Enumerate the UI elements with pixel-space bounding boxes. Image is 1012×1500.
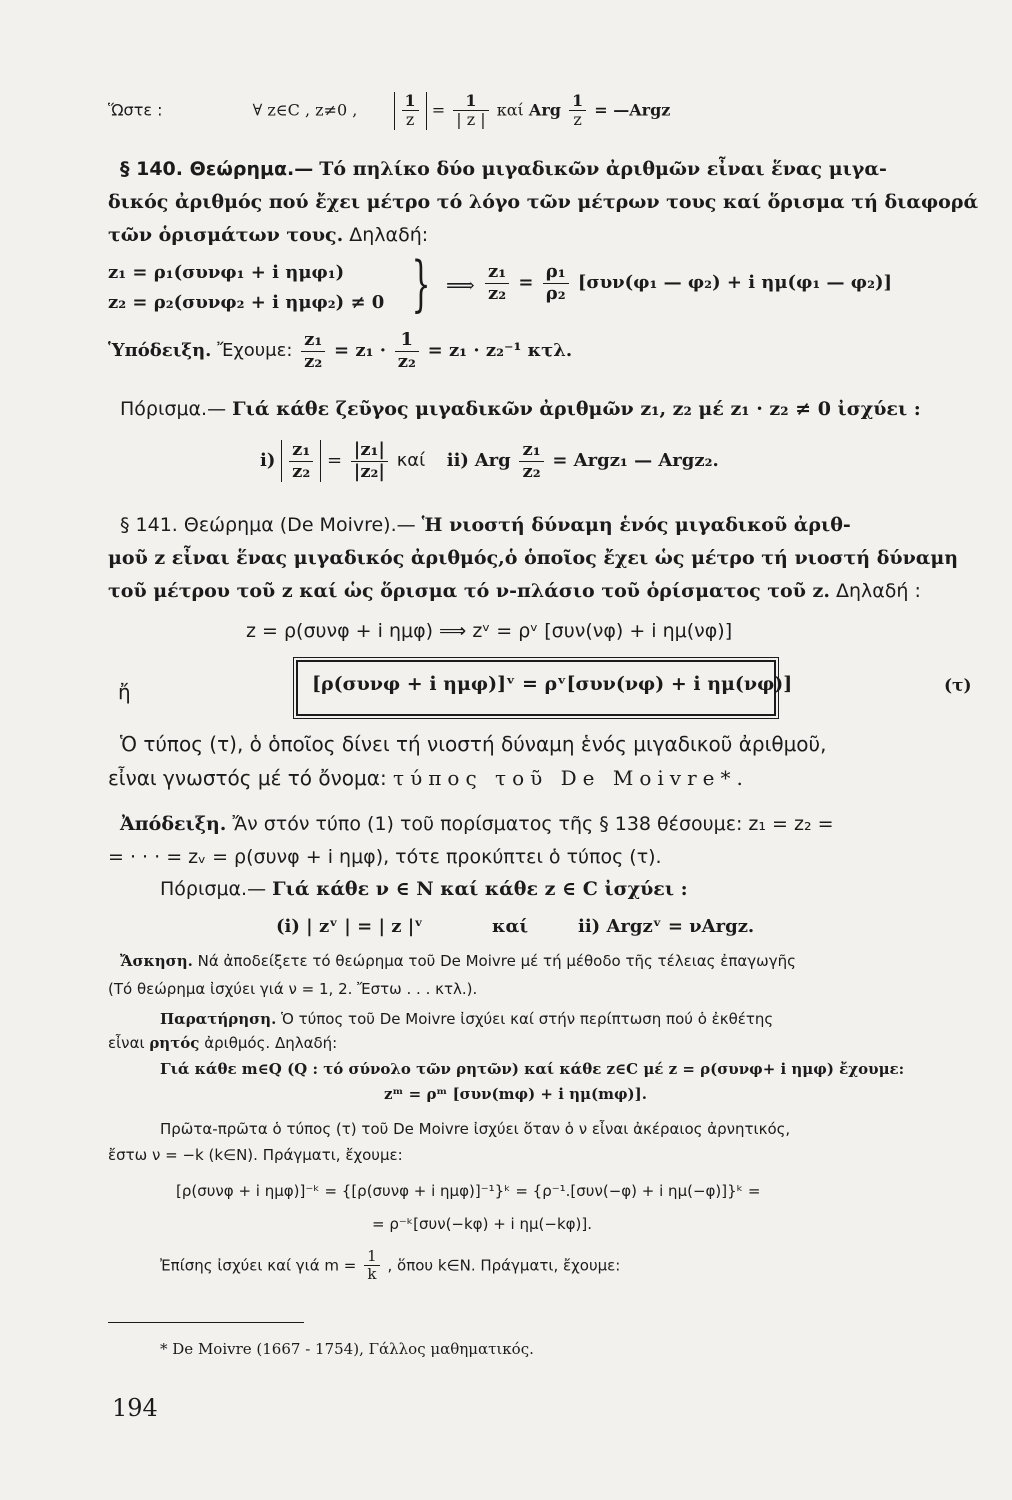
exercise-line2: (Τό θεώρημα ἰσχύει γιά ν = 1, 2. Ἔστω . . . κτλ.). [108,980,478,998]
also-den: k [367,1265,377,1284]
negative-line4: = ρ⁻ᵏ[συν(−kφ) + i ημ(−kφ)]. [372,1215,592,1233]
hint-tail: = z₁ · z₂⁻¹ κτλ. [427,340,573,362]
top-conclusion-line [108,92,670,130]
theorem-141-line3-text: τοῦ μέτρου τοῦ z καί ὡς ὅρισμα τό ν-πλάσιο τοῦ ὁρίσματος τοῦ z. [108,580,830,602]
item-ii-rhs: = Argz₁ — Argz₂. [552,450,719,472]
arg-denominator: z [573,110,582,130]
footnote: * De Moivre (1667 - 1754), Γάλλος μαθηματικός. [160,1340,534,1358]
item-ii-label: ii) [446,450,469,472]
item-i-eq: = [326,450,343,472]
section-141-line1 [120,514,851,536]
hint2-den: z₂ [397,350,416,372]
footnote-rule [108,1322,304,1323]
corollary-141-line [160,878,688,900]
item-i-label: i) [260,450,276,472]
item-ii-arg: Arg [474,450,511,472]
remark-label: Παρατήρηση. [160,1010,277,1028]
arg-numerator: 1 [569,92,586,111]
z2-definition: z₂ = ρ₂(συνφ₂ + i ημφ₂) ≠ 0 [108,292,385,313]
rhs-denominator: | z | [456,110,486,130]
equals: = [431,100,446,120]
hint-den: z₂ [304,350,323,372]
corollary-label: Πόρισμα.— [120,398,227,420]
quotient-num: z₁ [485,262,509,284]
or-word: ἤ [118,680,131,704]
remark-line2-c: ἀριθμός. Δηλαδή: [204,1034,338,1052]
theorem-140-line2: δικός ἀριθμός πού ἔχει μέτρο τό λόγο τῶν μέτρων τους καί ὅρισμα τή διαφορά [108,191,979,213]
remark-bold: Γιά κάθε m∈Q (Q : τό σύνολο τῶν ρητῶν) καί κάθε z∈C μέ z = ρ(συνφ+ i ημφ) ἔχουμε: [160,1060,905,1078]
hint-label: Ὑπόδειξη. [108,340,212,362]
theorem-140-line3 [108,224,428,246]
known-as: εἶναι γνωστός μέ τό ὄνομα: [108,766,387,790]
corollary-141-i: (i) | zᵛ | = | z |ᵛ [276,916,424,937]
abs-denominator: z [405,110,415,130]
rhs-numerator: 1 [453,92,488,111]
section-140-heading: § 140. Θεώρημα.— [120,158,314,180]
condition: ∀ z∈C , z≠0 , [252,100,358,120]
quotient-den: z₂ [488,282,507,304]
abs-numerator: 1 [402,92,419,111]
proof-line1 [120,813,834,835]
remark-line1 [160,1010,773,1028]
theorem-141-line2: μοῦ z εἶναι ἕνας μιγαδικός ἀριθμός,ὁ ὁποῖος ἔχει ὡς μέτρο τή νιοστή δύναμη [108,547,959,569]
dilady-label: Δηλαδή: [349,224,429,246]
negative-line1: Πρῶτα-πρῶτα ὁ τύπος (τ) τοῦ De Moivre ἰσχύει ὅταν ὁ ν εἶναι ἀκέραιος ἀρνητικός, [160,1120,791,1138]
negative-line3: [ρ(συνφ + i ημφ)]⁻ᵏ = {[ρ(συνφ + i ημφ)]⁻¹}ᵏ = {ρ⁻¹.[συν(−φ) + i ημ(−φ)]}ᵏ = [176,1182,761,1200]
right-brace: } [411,249,431,319]
item-ii-den: z₂ [522,460,541,482]
corollary-text: Γιά κάθε ζεῦγος μιγαδικῶν ἀριθμῶν z₁, z₂ μέ z₁ · z₂ ≠ 0 ἰσχύει : [232,398,921,420]
hint-num: z₁ [301,330,325,352]
de-moivre-formula: z = ρ(συνφ + i ημφ) ⟹ zᵛ = ρᵛ [συν(νφ) + i ημ(νφ)] [246,620,733,642]
theorem-141-line3 [108,580,921,602]
corollary-141-text: Γιά κάθε ν ∈ N καί κάθε z ∈ C ἰσχύει : [272,878,688,900]
item-kai: καί [396,450,426,472]
proof-text: Ἄν στόν τύπο (1) τοῦ πορίσματος τῆς § 138 θέσουμε: z₁ = z₂ = [232,813,834,835]
theorem-141-text: Ἡ νιοστή δύναμη ἑνός μιγαδικοῦ ἀριθ- [421,514,851,536]
implies-arrow: ⟹ [446,273,475,297]
remark-formula: zᵐ = ρᵐ [συν(mφ) + i ημ(mφ)]. [384,1085,647,1103]
hint2-num: 1 [395,330,419,352]
corollary-141-kai: καί [492,916,529,937]
remark-line2 [108,1034,337,1052]
dilady-141: Δηλαδή : [835,580,921,602]
remark-line2-a: εἶναι [108,1034,145,1052]
page-number: 194 [112,1394,158,1422]
corollary-141-label: Πόρισμα.— [160,878,267,900]
arg-rhs: = —Argz [594,100,671,120]
item-i2-num: |z₁| [351,440,388,462]
theorem-140-line3-text: τῶν ὁρισμάτων τους. [108,224,344,246]
quotient-rest: [συν(φ₁ — φ₂) + i ημ(φ₁ — φ₂)] [577,272,892,294]
item-i-num: z₁ [289,440,313,462]
item-i2-den: |z₂| [353,460,385,482]
theorem-140-text: Τό πηλίκο δύο μιγαδικῶν ἀριθμῶν εἶναι ἕνας μιγα- [319,158,887,180]
z1-definition: z₁ = ρ₁(συνφ₁ + i ημφ₁) [108,262,345,283]
also-num: 1 [364,1248,380,1266]
hint-mid: = z₁ · [334,340,387,362]
also-line [160,1248,620,1284]
item-ii-num: z₁ [519,440,543,462]
proof-label: Ἀπόδειξη. [120,813,227,835]
arg-word: Arg [528,100,561,120]
rho-den: ρ₂ [545,282,566,304]
kai-word: καί [496,100,524,120]
item-i-den: z₂ [292,460,311,482]
proof-line2: = · · · = zᵥ = ρ(συνφ + i ημφ), τότε προκύπτει ὁ τύπος (τ). [108,846,662,868]
quotient-formula [482,262,892,304]
hint-line [108,330,572,372]
boxed-formula: [ρ(συνφ + i ημφ)]ᵛ = ρᵛ[συν(νφ) + i ημ(νφ)] [312,673,793,695]
exercise-text: Νά ἀποδείξετε τό θεώρημα τοῦ De Moivre μέ τή μέθοδο τῆς τέλειας ἐπαγωγῆς [197,952,796,970]
exercise-line1 [120,952,796,970]
also-a: Ἐπίσης ἰσχύει καί γιά m = [160,1256,357,1275]
formula-tag: (τ) [944,676,972,696]
rho-num: ρ₁ [543,262,569,284]
quotient-eq: = [518,272,534,294]
negative-line2: ἔστω ν = −k (k∈N). Πράγματι, ἔχουμε: [108,1146,403,1164]
corollary-140-line [120,398,921,420]
formula-name: τύπος τοῦ De Moivre*. [393,766,749,790]
exercise-label: Ἄσκηση. [120,952,193,970]
hoste-label: Ὥστε : [108,100,163,120]
section-140-line1 [120,158,887,180]
paragraph-tau-line2 [108,766,749,790]
remark-text: Ὁ τύπος τοῦ De Moivre ἰσχύει καί στήν περίπτωση πού ὁ ἐκθέτης [281,1010,774,1028]
also-b: , ὅπου k∈N. Πράγματι, ἔχουμε: [387,1256,621,1275]
section-141-heading: § 141. Θεώρημα (De Moivre).— [120,514,416,536]
hint-have: Ἔχουμε: [217,340,293,362]
corollary-141-ii: ii) Argzᵛ = νArgz. [578,916,755,937]
remark-line2-b: ρητός [149,1034,200,1052]
corollary-140-formulas [260,440,719,482]
paragraph-tau-line1: Ὁ τύπος (τ), ὁ ὁποῖος δίνει τή νιοστή δύναμη ἑνός μιγαδικοῦ ἀριθμοῦ, [120,732,827,756]
